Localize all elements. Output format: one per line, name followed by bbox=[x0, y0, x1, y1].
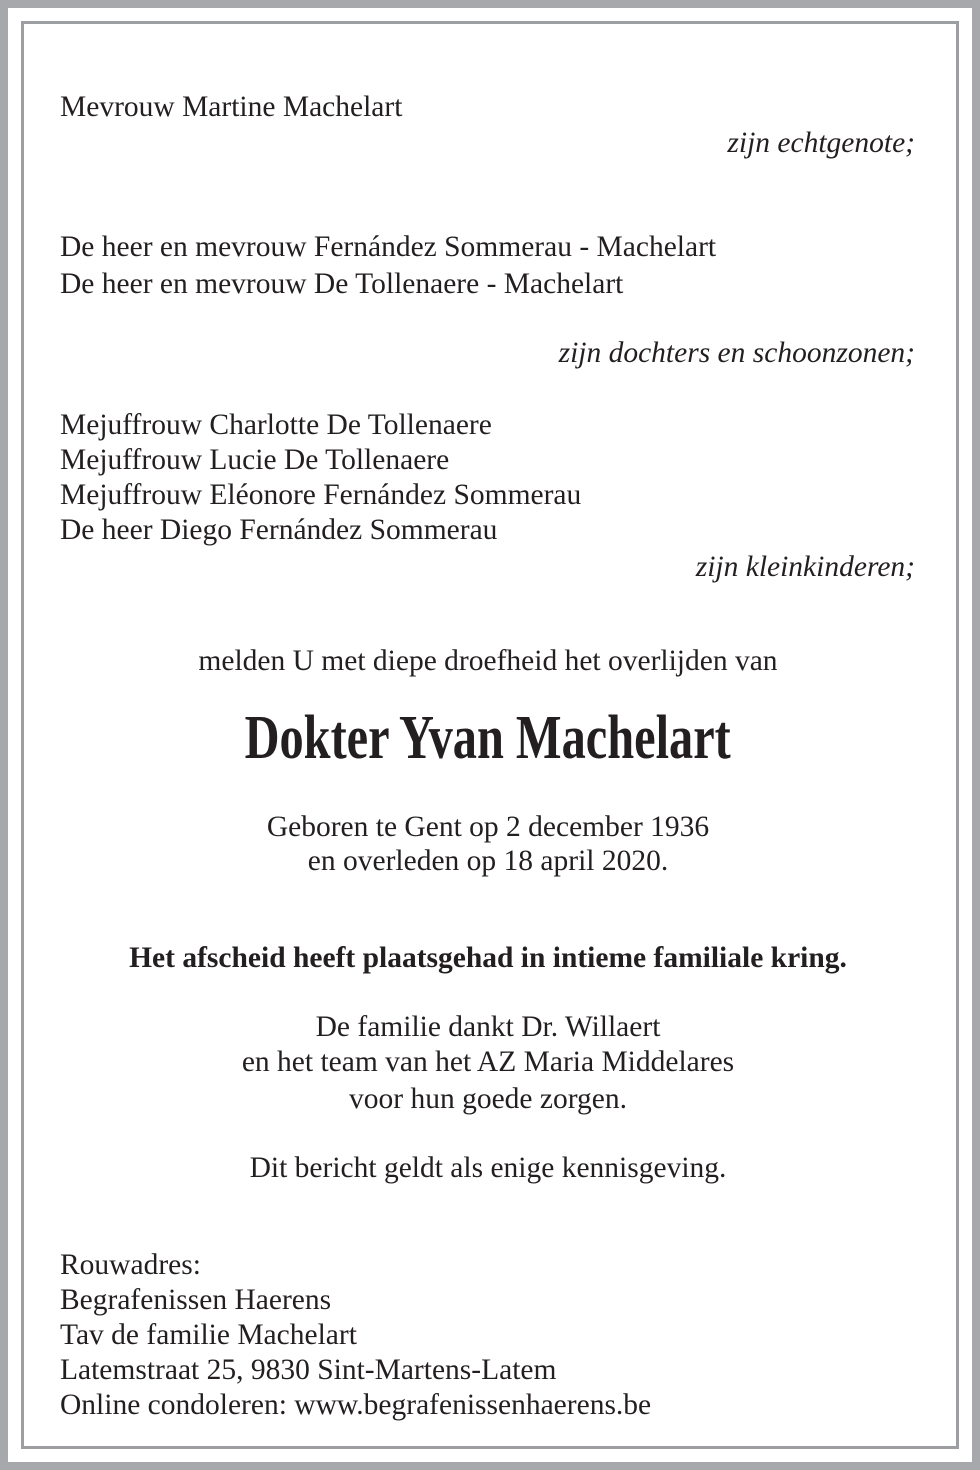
address-line: Latemstraat 25, 9830 Sint-Martens-Latem bbox=[60, 1354, 557, 1386]
spouse-relation: zijn echtgenote; bbox=[727, 127, 915, 159]
online-condolence: Online condoleren: www.begrafenissenhaerens.be bbox=[60, 1389, 652, 1421]
address-line: Tav de familie Machelart bbox=[60, 1319, 357, 1351]
death-date: en overleden op 18 april 2020. bbox=[307, 845, 669, 877]
child-line: De heer en mevrouw De Tollenaere - Machelart bbox=[60, 268, 624, 300]
thanks-line: voor hun goede zorgen. bbox=[349, 1083, 627, 1115]
farewell-notice: Het afscheid heeft plaatsgehad in intieme familiale kring. bbox=[129, 942, 847, 974]
grandchild-line: De heer Diego Fernández Sommerau bbox=[60, 514, 498, 546]
address-line: Rouwadres: bbox=[60, 1249, 201, 1281]
grandchild-line: Mejuffrouw Eléonore Fernández Sommerau bbox=[60, 479, 582, 511]
grandchild-line: Mejuffrouw Charlotte De Tollenaere bbox=[60, 409, 492, 441]
deceased-name-text: Dokter Yvan Machelart bbox=[244, 704, 732, 772]
thanks-line: en het team van het AZ Maria Middelares bbox=[241, 1046, 735, 1078]
grandchildren-relation: zijn kleinkinderen; bbox=[695, 551, 915, 583]
grandchild-line: Mejuffrouw Lucie De Tollenaere bbox=[60, 444, 450, 476]
deceased-name bbox=[0, 700, 976, 776]
birth-date: Geboren te Gent op 2 december 1936 bbox=[266, 811, 710, 843]
children-relation: zijn dochters en schoonzonen; bbox=[558, 337, 915, 369]
address-line: Begrafenissen Haerens bbox=[60, 1284, 332, 1316]
child-line: De heer en mevrouw Fernández Sommerau - Machelart bbox=[60, 231, 717, 263]
announcement: melden U met diepe droefheid het overlijden van bbox=[198, 645, 778, 677]
notice: Dit bericht geldt als enige kennisgeving. bbox=[249, 1152, 727, 1184]
spouse-name: Mevrouw Martine Machelart bbox=[60, 91, 403, 123]
thanks-line: De familie dankt Dr. Willaert bbox=[315, 1011, 661, 1043]
